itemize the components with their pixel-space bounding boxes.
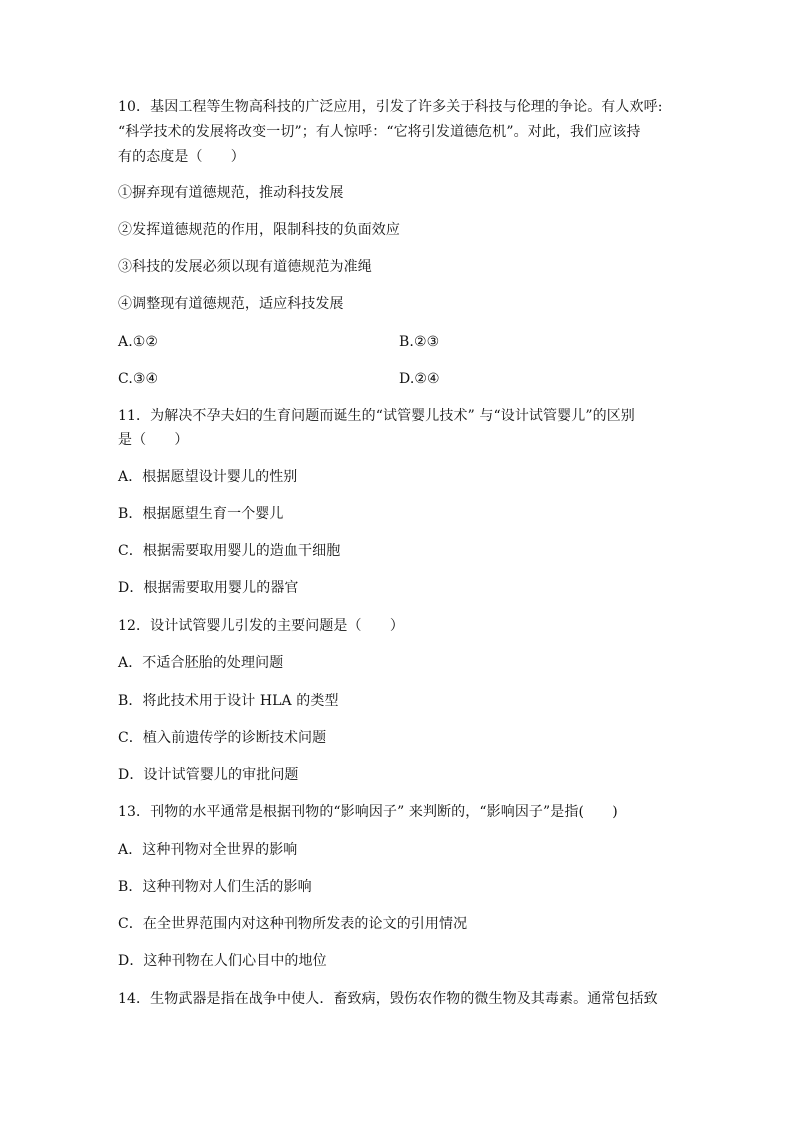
q12-option-a: A．不适合胚胎的处理问题 bbox=[118, 655, 284, 671]
q12-option-b: B．将此技术用于设计 HLA 的类型 bbox=[118, 693, 339, 709]
q10-statement-4: ④调整现有道德规范，适应科技发展 bbox=[118, 296, 344, 312]
q11-stem-line-1: 11．为解决不孕夫妇的生育问题而诞生的“试管婴儿技术” 与“设计试管婴儿”的区别 bbox=[118, 408, 635, 424]
q12-stem: 12．设计试管婴儿引发的主要问题是（ ） bbox=[118, 618, 404, 634]
q13-stem: 13．刊物的水平通常是根据刊物的“影响因子” 来判断的，“影响因子”是指( ) bbox=[118, 804, 618, 820]
q10-stem-line-2: “科学技术的发展将改变一切”；有人惊呼：“它将引发道德危机”。对此，我们应该持 bbox=[118, 124, 641, 140]
q11-option-b: B．根据愿望生育一个婴儿 bbox=[118, 506, 284, 522]
q13-option-d: D．这种刊物在人们心目中的地位 bbox=[118, 953, 327, 969]
q11-option-d: D．根据需要取用婴儿的器官 bbox=[118, 580, 299, 596]
q10-stem-line-1: 10．基因工程等生物高科技的广泛应用，引发了许多关于科技与伦理的争论。有人欢呼: bbox=[118, 99, 663, 115]
q12-option-d: D．设计试管婴儿的审批问题 bbox=[118, 767, 299, 783]
q11-option-a: A．根据愿望设计婴儿的性别 bbox=[118, 469, 298, 485]
q11-stem-line-2: 是（ ） bbox=[118, 432, 189, 448]
q10-stem-line-3: 有的态度是（ ） bbox=[118, 149, 245, 165]
q10-option-c: C.③④ bbox=[118, 371, 159, 387]
q13-option-b: B．这种刊物对人们生活的影响 bbox=[118, 879, 312, 895]
q10-option-d: D.②④ bbox=[399, 371, 440, 387]
q10-statement-1: ①摒弃现有道德规范，推动科技发展 bbox=[118, 185, 344, 201]
q10-option-b: B.②③ bbox=[399, 334, 440, 350]
q10-statement-2: ②发挥道德规范的作用，限制科技的负面效应 bbox=[118, 222, 400, 238]
q11-option-c: C．根据需要取用婴儿的造血干细胞 bbox=[118, 543, 341, 559]
q13-option-c: C．在全世界范围内对这种刊物所发表的论文的引用情况 bbox=[118, 916, 468, 932]
q12-option-c: C．植入前遗传学的诊断技术问题 bbox=[118, 730, 327, 746]
q10-option-a: A.①② bbox=[118, 334, 159, 350]
q13-option-a: A．这种刊物对全世界的影响 bbox=[118, 842, 298, 858]
q10-statement-3: ③科技的发展必须以现有道德规范为准绳 bbox=[118, 259, 372, 275]
q14-stem-line-1: 14．生物武器是指在战争中使人．畜致病，毁伤农作物的微生物及其毒素。通常包括致 bbox=[118, 991, 658, 1007]
